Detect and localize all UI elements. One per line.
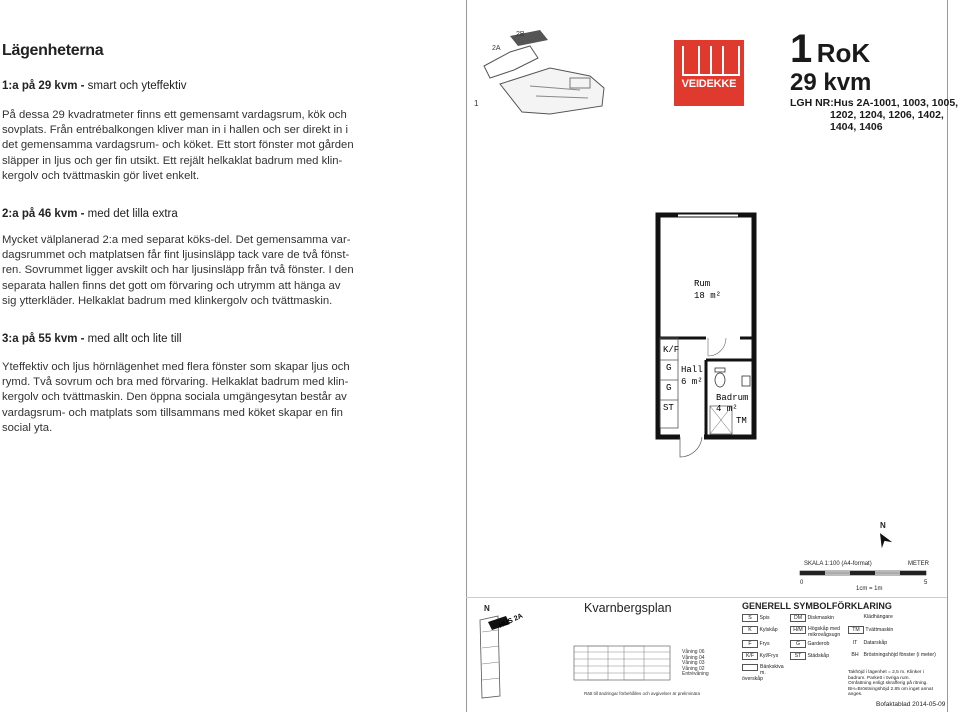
legend-label: Bänkskiva m. överskåp [742,664,784,682]
legend-code: G [790,640,806,648]
legend-item-it [848,640,887,646]
legend-label: Datarskåp [863,640,888,646]
room-label-badrum: Badrum [716,393,749,403]
floor-item: Våning 02 [682,665,705,672]
footer-date: Bofaktablad 2014-05-09 [876,701,946,708]
legend-code: K [742,626,758,634]
legend-item-dm [790,614,834,622]
section-1-line: det gemensamma vardagsrum- och köket. Ett stort fönster mot gården [2,139,354,152]
legend-item-st [790,652,829,660]
section-2-line: ren. Sovrummet ligger avskilt och har ljusinsläpp från två fönster. I den [2,264,354,277]
room-label-rum: Rum [694,279,711,289]
legend-item-k [742,626,778,634]
legend-label: Klädhängare [863,614,893,620]
legend-code: IT [852,640,858,646]
disclaimer: Rätt till ändringar förbehålles och avgivelser är preliminära [584,691,701,696]
label-g1: G [666,363,672,373]
legend-title: GENERELL SYMBOLFÖRKLARING [742,601,892,611]
scale-cm: 1cm = 1m [856,586,883,592]
scale-zero: 0 [800,580,804,586]
scale-meter: METER [908,561,929,567]
legend-item-hm [790,626,846,638]
legend-note: Omfattning enligt skrafferig på ritning. [848,681,928,687]
legend-note: anges. [848,692,863,698]
section-1-heading-bold: 1:a på 29 kvm - [2,80,88,92]
floor-item: Våning 06 [682,649,705,655]
elevation-drawing [568,640,678,685]
apartment-info [790,27,959,133]
legend-item-hanger [848,614,893,620]
section-3-heading-rest: med allt och lite till [87,333,182,345]
section-2-line: sig ytterkläder. Helkaklat badrum med klinkergolv och tvättmaskin. [2,294,333,307]
section-2-heading-bold: 2:a på 46 kvm - [2,208,88,220]
rooms-unit: RoK [816,38,871,68]
kvarnbergsplan-title: Kvarnbergsplan [584,601,672,615]
section-1-body [2,108,374,184]
legend-code: S [742,614,758,622]
label-st: ST [663,403,674,413]
legend-item-bh [848,652,936,658]
keyplan-north: N [484,604,490,613]
floor-item: Entrévåning [682,671,709,677]
legend-item-bank [742,664,788,682]
legend-code: H/M [790,626,806,634]
logo-text: VEIDEKKE [681,78,737,90]
rooms-count: 1 [790,27,813,71]
site-plan [470,26,660,126]
floor-plan [650,210,770,460]
legend-code: BH [851,652,859,658]
section-3-line: vardagsrum- och matplats som tillsammans med köket skapar en fin [2,406,343,419]
key-plan [470,612,570,702]
label-g2: G [666,383,672,393]
legend-code: K/F [742,652,758,660]
section-1-heading-rest: smart och yteffektiv [87,80,187,92]
legend-item-kf [742,652,778,660]
apartment-numbers-3: 1404, 1406 [830,121,883,133]
north-label: N [880,521,886,530]
bottom-divider [466,597,947,598]
scale-five: 5 [924,580,928,586]
legend-label: Spis [759,615,770,621]
legend-item-f [742,640,770,648]
apartment-numbers: LGH NR:Hus 2A-1001, 1003, 1005, [790,97,959,109]
apartment-area: 29 kvm [790,69,872,96]
site-label-2a: 2A [492,45,501,52]
section-2-line: Mycket välplanerad 2:a med separat köks-del. Det gemensamma var- [2,234,351,246]
legend-code [742,664,758,671]
legend-label: Kylskåp [759,627,778,633]
section-3-line: social yta. [2,421,53,434]
section-2-heading [2,208,178,220]
room-label-hall: Hall [681,365,703,375]
legend-note: BH=Bröstningshöjd 2.85 om inget annat [848,686,933,692]
legend-label: Diskmaskin [807,615,834,621]
page-title: Lägenheterna [2,42,104,59]
label-kf: K/F [663,345,680,355]
veidekke-logo [674,40,744,106]
legend-label: Garderob [807,641,830,647]
apartment-numbers-2: 1202, 1204, 1206, 1402, [830,109,944,121]
floor-item: Våning 04 [682,654,705,661]
legend-code: DM [790,614,806,622]
legend-item-tm [848,626,893,634]
legend-label: Kyl/Frys [759,653,779,659]
section-3-line: rymd. Två sovrum och bra med förvaring. Helkaklat badrum med klin- [2,376,349,389]
section-1-line: På dessa 29 kvadratmeter finns ett gemensamt vardagsrum, kök och [2,109,347,121]
section-3-line: kergolv och tvättmaskin. Den öppna sociala umgängesytan består av [2,391,347,404]
section-1-line: släpper in ljus och ger fin utsikt. Ett rejält helkaklat badrum med klin- [2,154,343,167]
room-area-badrum: 4 m² [716,404,738,414]
section-2-line: dagsrummet och matplatsen får fint ljusinsläpp tack vare de två fönst- [2,249,350,262]
section-2-body [2,233,374,309]
legend-notes [848,670,942,698]
legend-label: Frys [759,641,770,647]
room-area-hall: 6 m² [681,377,703,387]
scale-label: SKALA 1:100 (A4-format) [804,561,872,567]
keyplan-hus: HUS 2A [497,612,525,630]
legend-label: Städskåp [807,653,830,659]
legend-code: TM [848,626,864,634]
legend-code: F [742,640,758,648]
section-3-heading-bold: 3:a på 55 kvm - [2,333,88,345]
site-label-2b: 2B [516,31,525,38]
floor-item: Våning 03 [682,660,705,666]
legend-code: ST [790,652,806,660]
section-3-body [2,360,374,436]
legend-label: Bröstningshöjd fönster (i meter) [863,652,936,658]
section-1-line: sovplats. Från entrébalkongen kliver man in i hallen och ser direkt in i [2,124,348,137]
legend-label: Tvättmaskin [865,627,894,633]
section-2-line: separata hallen finns det gott om förvaring och utrymm att hänga av [2,279,341,292]
legend-label: Högskåp med mikrovågsugn [808,626,841,638]
site-label-1: 1 [474,99,479,108]
legend-note: Takhöjd i lägenhet = 2,5 m. Klinker i [848,670,924,675]
label-tm: TM [736,416,747,426]
section-3-line: Yteffektiv och ljus hörnlägenhet med flera fönster som skapar ljus och [2,361,350,373]
scale-bar [796,568,930,578]
section-3-heading [2,333,182,345]
section-1-line: kergolv och tvättmaskin gör livet enkelt. [2,169,200,182]
section-2-heading-rest: med det lilla extra [87,208,178,220]
north-arrow-icon [874,530,894,550]
legend-note: badrum. Parkett i övriga rum. [848,675,910,681]
floor-list [682,650,709,678]
room-area-rum: 18 m² [694,291,722,301]
logo-mark-icon [682,46,740,76]
legend-item-g [790,640,829,648]
legend-item-s [742,614,770,622]
section-1-heading [2,80,187,92]
